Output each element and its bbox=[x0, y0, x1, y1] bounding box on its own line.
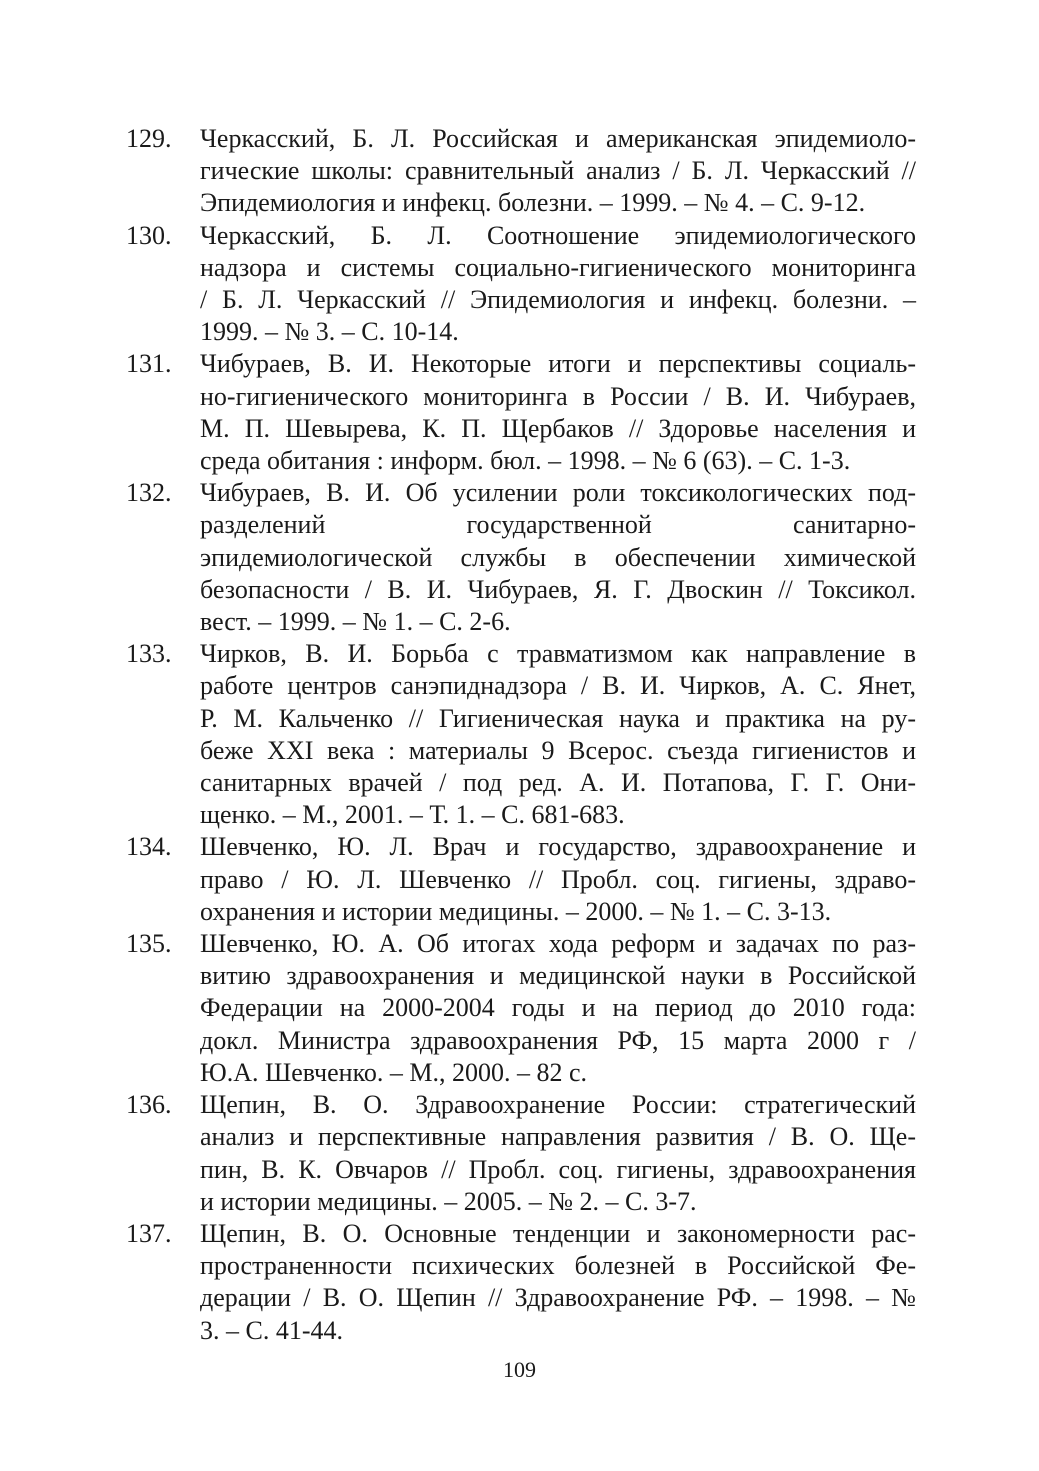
reference-list bbox=[126, 123, 916, 1347]
reference-text bbox=[200, 1218, 916, 1347]
reference-line: анализ и перспективные направления развития / В. О. Ще- bbox=[200, 1122, 916, 1152]
reference-line: надзора и системы социально-гигиенического мониторинга bbox=[200, 252, 916, 282]
reference-line: Шевченко, Ю. Л. Врач и государство, здравоохранение и bbox=[200, 832, 916, 862]
reference-line: среда обитания : информ. бюл. – 1998. – № 6 (63). – С. 1-3. bbox=[200, 446, 851, 476]
reference-number: 135. bbox=[126, 929, 172, 959]
reference-entry bbox=[126, 831, 916, 928]
reference-line: Р. М. Кальченко // Гигиеническая наука и практика на ру- bbox=[200, 703, 916, 733]
reference-text bbox=[200, 638, 916, 831]
reference-line: право / Ю. Л. Шевченко // Пробл. соц. гигиены, здраво- bbox=[200, 864, 916, 894]
reference-line: пространенности психических болезней в Российской Фе- bbox=[200, 1251, 916, 1281]
reference-entry bbox=[126, 638, 916, 831]
reference-line: вест. – 1999. – № 1. – С. 2-6. bbox=[200, 607, 511, 637]
reference-text bbox=[200, 1089, 916, 1218]
reference-line: 3. – С. 41-44. bbox=[200, 1315, 343, 1345]
reference-number: 129. bbox=[126, 124, 172, 153]
reference-entry bbox=[126, 348, 916, 477]
reference-line: Федерации на 2000-2004 годы и на период до 2010 года: bbox=[200, 993, 916, 1023]
reference-text bbox=[200, 831, 916, 928]
reference-line: докл. Министра здравоохранения РФ, 15 марта 2000 г / bbox=[200, 1025, 916, 1055]
reference-line: щенко. – М., 2001. – Т. 1. – С. 681-683. bbox=[200, 800, 625, 830]
reference-line: но-гигиенического мониторинга в России / В. И. Чибураев, bbox=[200, 381, 916, 411]
reference-number: 131. bbox=[126, 349, 172, 379]
reference-line: работе центров санэпиднадзора / В. И. Чирков, А. С. Янет, bbox=[200, 671, 916, 701]
reference-line: Щепин, В. О. Здравоохранение России: стратегический bbox=[200, 1090, 916, 1120]
reference-line: пин, В. К. Овчаров // Пробл. соц. гигиены, здравоохранения bbox=[200, 1154, 916, 1184]
reference-text bbox=[200, 477, 916, 638]
reference-line: беже XXI века : материалы 9 Всерос. съезда гигиенистов и bbox=[200, 735, 916, 765]
reference-number: 137. bbox=[126, 1218, 172, 1248]
reference-line: Черкасский, Б. Л. Соотношение эпидемиологического bbox=[200, 220, 916, 250]
reference-line: Шевченко, Ю. А. Об итогах хода реформ и задачах по раз- bbox=[200, 929, 916, 959]
reference-line: М. П. Шевырева, К. П. Щербаков // Здоровье населения и bbox=[200, 413, 916, 443]
reference-line: гические школы: сравнительный анализ / Б. Л. Черкасский // bbox=[200, 156, 916, 186]
reference-line: безопасности / В. И. Чибураев, Я. Г. Двоскин // Токсикол. bbox=[200, 574, 916, 604]
reference-line: витию здравоохранения и медицинской науки в Российской bbox=[200, 961, 916, 991]
reference-line: Чибураев, В. И. Об усилении роли токсикологических под- bbox=[200, 478, 916, 508]
reference-line: Эпидемиология и инфекц. болезни. – 1999. – № 4. – С. 9-12. bbox=[200, 188, 866, 218]
reference-text bbox=[200, 123, 916, 220]
reference-line: Черкасский, Б. Л. Российская и американская эпидемиоло- bbox=[200, 124, 916, 153]
reference-line: и истории медицины. – 2005. – № 2. – С. 3-7. bbox=[200, 1186, 697, 1216]
reference-entry bbox=[126, 1089, 916, 1218]
reference-line: Чирков, В. И. Борьба с травматизмом как направление в bbox=[200, 639, 916, 669]
reference-line: охранения и истории медицины. – 2000. – № 1. – С. 3-13. bbox=[200, 896, 832, 926]
reference-entry bbox=[126, 123, 916, 220]
reference-number: 132. bbox=[126, 478, 172, 508]
reference-line: / Б. Л. Черкасский // Эпидемиология и инфекц. болезни. – bbox=[200, 285, 916, 315]
reference-number: 130. bbox=[126, 220, 172, 250]
bibliography-page bbox=[126, 123, 916, 1347]
reference-line: эпидемиологической службы в обеспечении химической bbox=[200, 542, 916, 572]
reference-entry bbox=[126, 1218, 916, 1347]
reference-entry bbox=[126, 477, 916, 638]
reference-line: Чибураев, В. И. Некоторые итоги и перспективы социаль- bbox=[200, 349, 916, 379]
reference-line: разделений государственной санитарно- bbox=[200, 510, 916, 540]
reference-line: Щепин, В. О. Основные тенденции и закономерности рас- bbox=[200, 1218, 916, 1248]
reference-line: Ю.А. Шевченко. – М., 2000. – 82 с. bbox=[200, 1057, 588, 1087]
reference-line: санитарных врачей / под ред. А. И. Потапова, Г. Г. Они- bbox=[200, 768, 916, 798]
reference-line: дерации / В. О. Щепин // Здравоохранение РФ. – 1998. – № bbox=[200, 1283, 916, 1313]
reference-text bbox=[200, 348, 916, 477]
reference-text bbox=[200, 928, 916, 1089]
page-number: 109 bbox=[503, 1357, 536, 1382]
reference-entry bbox=[126, 220, 916, 349]
reference-line: 1999. – № 3. – С. 10-14. bbox=[200, 317, 459, 347]
reference-number: 134. bbox=[126, 832, 172, 862]
reference-entry bbox=[126, 928, 916, 1089]
reference-number: 133. bbox=[126, 639, 172, 669]
reference-number: 136. bbox=[126, 1090, 172, 1120]
reference-text bbox=[200, 220, 916, 349]
